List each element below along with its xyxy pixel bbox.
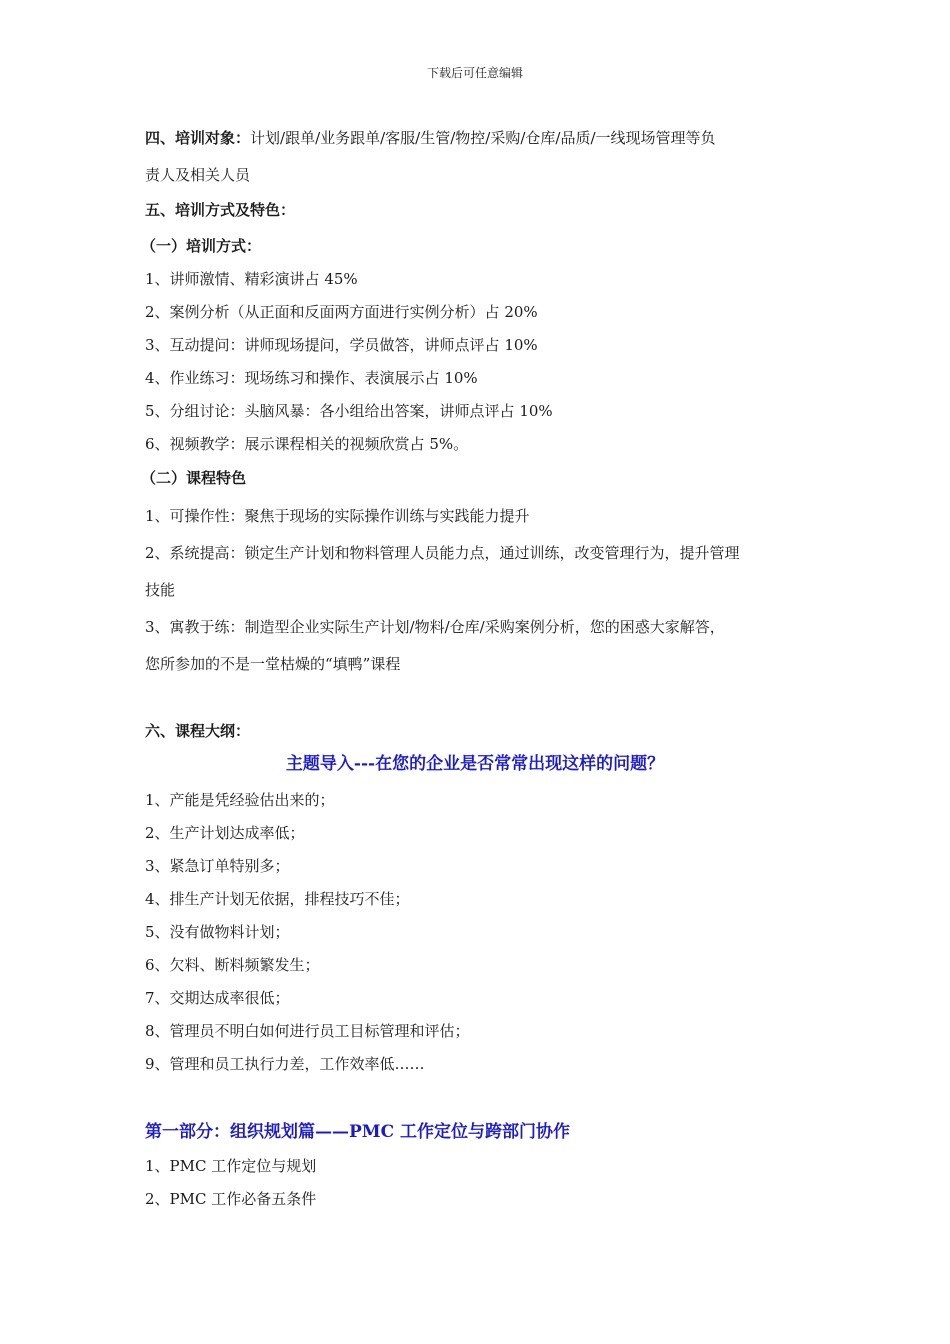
section-5-sub1: （一）培训方式：	[141, 237, 262, 255]
section-5-title: 五、培训方式及特色：	[145, 201, 296, 219]
part-1-item: 1、PMC 工作定位与规划	[145, 1157, 317, 1175]
feature-item: 3、寓教于练：制造型企业实际生产计划/物料/仓库/采购案例分析，您的困惑大家解答，	[145, 618, 725, 636]
method-item: 2、案例分析（从正面和反面两方面进行实例分析）占 20%	[145, 303, 538, 321]
section-4-line	[145, 128, 716, 148]
section-5-sub2: （二）课程特色	[141, 469, 247, 487]
page-header: 下载后可任意编辑	[426, 66, 523, 80]
method-item: 1、讲师激情、精彩演讲占 45%	[145, 270, 358, 288]
section-4-label: 四、培训对象：	[145, 129, 251, 147]
section-4-text: 计划/跟单/业务跟单/客服/生管/物控/采购/仓库/品质/一线现场管理等负	[250, 129, 716, 147]
problem-item: 3、紧急订单特别多；	[145, 857, 290, 875]
method-item: 4、作业练习：现场练习和操作、表演展示占 10%	[145, 369, 478, 387]
section-6-title: 六、课程大纲：	[145, 722, 251, 740]
problem-item: 1、产能是凭经验估出来的；	[145, 791, 335, 809]
problem-item: 6、欠料、断料频繁发生；	[145, 956, 320, 974]
problem-item: 2、生产计划达成率低；	[145, 824, 305, 842]
feature-item: 1、可操作性：聚焦于现场的实际操作训练与实践能力提升	[145, 507, 530, 525]
problem-item: 7、交期达成率很低；	[145, 989, 290, 1007]
feature-item: 技能	[145, 581, 176, 599]
problem-item: 4、排生产计划无依据，排程技巧不佳；	[145, 890, 410, 908]
part-1-heading: 第一部分：组织规划篇——PMC 工作定位与跨部门协作	[145, 1122, 571, 1142]
problem-item: 9、管理和员工执行力差，工作效率低……	[145, 1055, 425, 1073]
problem-item: 8、管理员不明白如何进行员工目标管理和评估；	[145, 1022, 470, 1040]
method-item: 5、分组讨论：头脑风暴：各小组给出答案，讲师点评占 10%	[145, 402, 553, 420]
method-item: 3、互动提问：讲师现场提问，学员做答，讲师点评占 10%	[145, 336, 538, 354]
feature-item: 您所参加的不是一堂枯燥的“填鸭”课程	[145, 655, 401, 673]
section-4-text-cont: 责人及相关人员	[145, 166, 251, 184]
theme-heading: 主题导入---在您的企业是否常常出现这样的问题？	[285, 754, 665, 774]
problem-item: 5、没有做物料计划；	[145, 923, 290, 941]
feature-item: 2、系统提高：锁定生产计划和物料管理人员能力点，通过训练，改变管理行为，提升管理	[145, 544, 740, 562]
part-1-item: 2、PMC 工作必备五条件	[145, 1190, 317, 1208]
method-item: 6、视频教学：展示课程相关的视频欣赏占 5%。	[145, 435, 469, 453]
